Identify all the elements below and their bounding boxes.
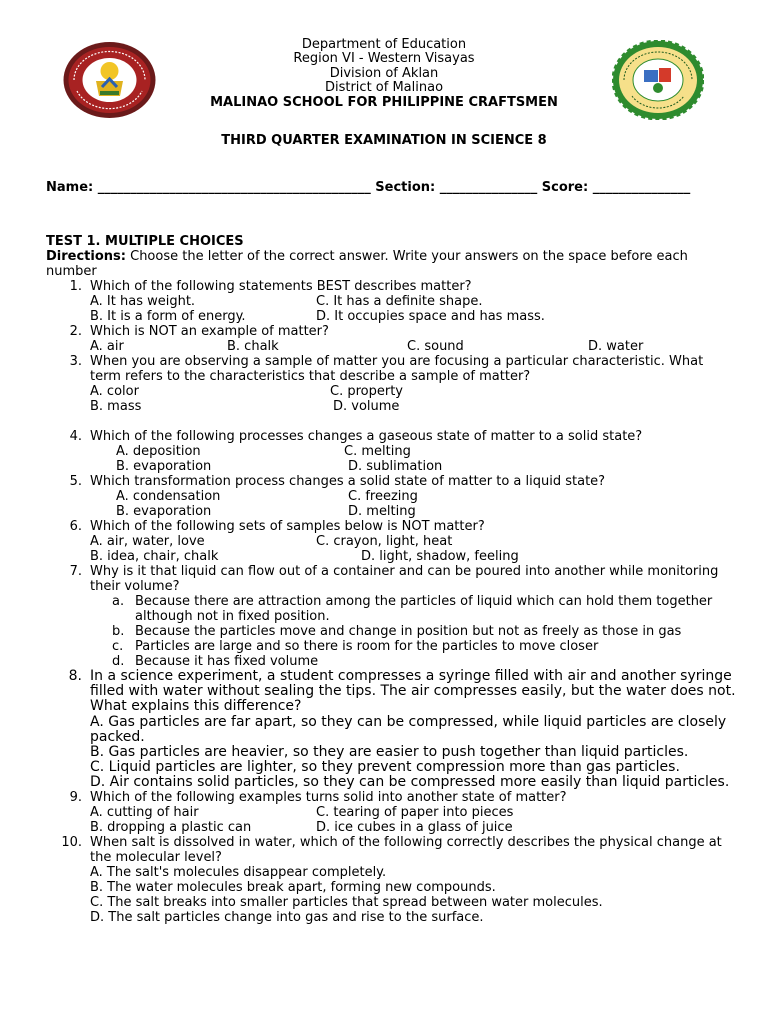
header-district: District of Malinao [324,80,444,96]
option-b: B. idea, chair, chalk [90,549,219,564]
option-a: A. cutting of hair [90,804,199,820]
sub-option-a [46,594,736,624]
option-b: B. chalk [227,339,279,354]
question-text: When you are observing a sample of matter you are focusing a particular characteristic. What term refers to the characteristics that describe a sample of matter? [90,354,704,384]
sub-option-text: Because the particles move and change in position but not as freely as those in gas [135,624,682,639]
question-number: 7. [69,564,82,579]
option-d: D. It occupies space and has mass. [316,309,545,324]
question-text: Which of the following examples turns solid into another state of matter? [90,789,567,805]
question-8 [46,669,736,715]
question-2 [46,324,736,339]
option-row [46,534,736,549]
question-number: 5. [69,474,82,489]
sub-option-text: Because it has fixed volume [135,654,319,669]
option-a: A. It has weight. [90,294,196,309]
option-a: A. color [90,384,139,399]
option-row [46,549,736,564]
question-number: 9. [69,789,82,805]
question-number: 6. [69,519,82,534]
answer-line-c: C. The salt breaks into smaller particles that spread between water molecules. [90,894,603,910]
directions-label: Directions: [46,249,126,264]
option-row [46,489,736,504]
document-header [0,38,768,110]
question-6 [46,519,736,534]
question-number: 3. [69,354,82,369]
option-b: B. evaporation [116,459,212,474]
question-list [46,279,736,925]
option-b: B. evaporation [116,504,212,519]
question-text: Which transformation process changes a solid state of matter to a liquid state? [90,474,606,489]
sub-option-text: Because there are attraction among the particles of liquid which can hold them together although not in fixed position. [135,594,713,624]
sub-option-letter: c. [112,639,124,654]
option-c: C. melting [344,444,411,459]
option-a: A. air, water, love [90,534,205,549]
header-region: Region VI - Western Visayas [293,51,475,67]
question-5 [46,474,736,489]
option-c: C. crayon, light, heat [316,534,453,549]
directions [46,249,736,279]
exam-title: THIRD QUARTER EXAMINATION IN SCIENCE 8 [221,133,547,148]
question-text: Which of the following sets of samples below is NOT matter? [90,519,485,534]
sub-option-c [46,639,736,654]
answer-line-a: A. The salt's molecules disappear completely. [90,864,387,880]
option-row [46,399,736,414]
option-d: D. volume [333,399,400,414]
header-school-name: MALINAO SCHOOL FOR PHILIPPINE CRAFTSMEN [210,94,558,110]
question-3 [46,354,736,384]
question-text: Which is NOT an example of matter? [90,324,329,339]
question-1 [46,279,736,294]
question-number: 4. [69,429,82,444]
sub-option-d [46,654,736,669]
question-number: 10. [61,834,82,850]
option-b: B. dropping a plastic can [90,819,252,835]
option-c: C. property [330,384,403,399]
option-c: C. tearing of paper into pieces [316,804,514,820]
question-7 [46,564,736,594]
sub-option-b [46,624,736,639]
option-d: D. light, shadow, feeling [361,549,519,564]
sub-option-letter: a. [112,594,125,609]
answer-line-c: C. Liquid particles are lighter, so they prevent compression more than gas particles. [90,758,680,775]
answer-line-d: D. Air contains solid particles, so they can be compressed more easily than liquid particles. [90,773,730,790]
spacer [46,414,736,429]
header-department: Department of Education [301,37,467,52]
question-4 [46,429,736,444]
option-row [46,820,736,835]
option-b: B. mass [90,399,142,414]
option-d: D. ice cubes in a glass of juice [316,819,513,835]
directions-text: Choose the letter of the correct answer. Write your answers on the space before each number [46,249,688,279]
question-text: When salt is dissolved in water, which of the following correctly describes the physical change at the molecular level? [90,834,722,865]
option-b: B. It is a form of energy. [90,309,246,324]
question-text: Which of the following processes changes a gaseous state of matter to a solid state? [90,429,643,444]
option-row [46,444,736,459]
option-a: A. air [90,339,124,354]
option-row [46,309,736,324]
option-row [46,504,736,519]
question-number: 1. [69,279,82,294]
option-c: C. sound [407,339,464,354]
option-row [46,294,736,309]
question-text: In a science experiment, a student compresses a syringe filled with air and another syringe filled with water without sealing the tips. The air compresses easily, but the water does not. What explains this difference? [90,668,736,715]
option-a: A. deposition [116,444,201,459]
option-d: D. melting [348,504,416,519]
option-c: C. freezing [348,489,418,504]
option-row [46,339,736,354]
option-row [46,459,736,474]
header-division: Division of Aklan [329,65,439,81]
option-d: D. sublimation [348,459,443,474]
sub-option-letter: d. [112,654,125,669]
answer-line-b: B. Gas particles are heavier, so they are easier to push together than liquid particles. [90,743,689,760]
question-number: 8. [68,668,82,684]
answer-line-d: D. The salt particles change into gas and rise to the surface. [90,909,484,925]
question-9 [46,790,736,805]
option-row [46,805,736,820]
option-a: A. condensation [116,489,221,504]
question-text: Which of the following statements BEST describes matter? [90,279,472,294]
name-section-score-line: Name: __________________________________________ Section: _______________ Score: _______________ [46,180,691,195]
question-text: Why is it that liquid can flow out of a container and can be poured into another while monitoring their volume? [90,564,719,594]
answer-line-a: A. Gas particles are far apart, so they can be compressed, while liquid particles are closely packed. [90,713,727,745]
sub-option-letter: b. [112,624,125,639]
question-number: 2. [69,324,82,339]
test-title: TEST 1. MULTIPLE CHOICES [46,234,244,249]
sub-option-text: Particles are large and so there is room for the particles to move closer [135,639,599,654]
question-10 [46,835,736,865]
option-row [46,384,736,399]
answer-line-b: B. The water molecules break apart, forming new compounds. [90,879,496,895]
option-c: C. It has a definite shape. [316,294,483,309]
option-d: D. water [588,339,644,354]
